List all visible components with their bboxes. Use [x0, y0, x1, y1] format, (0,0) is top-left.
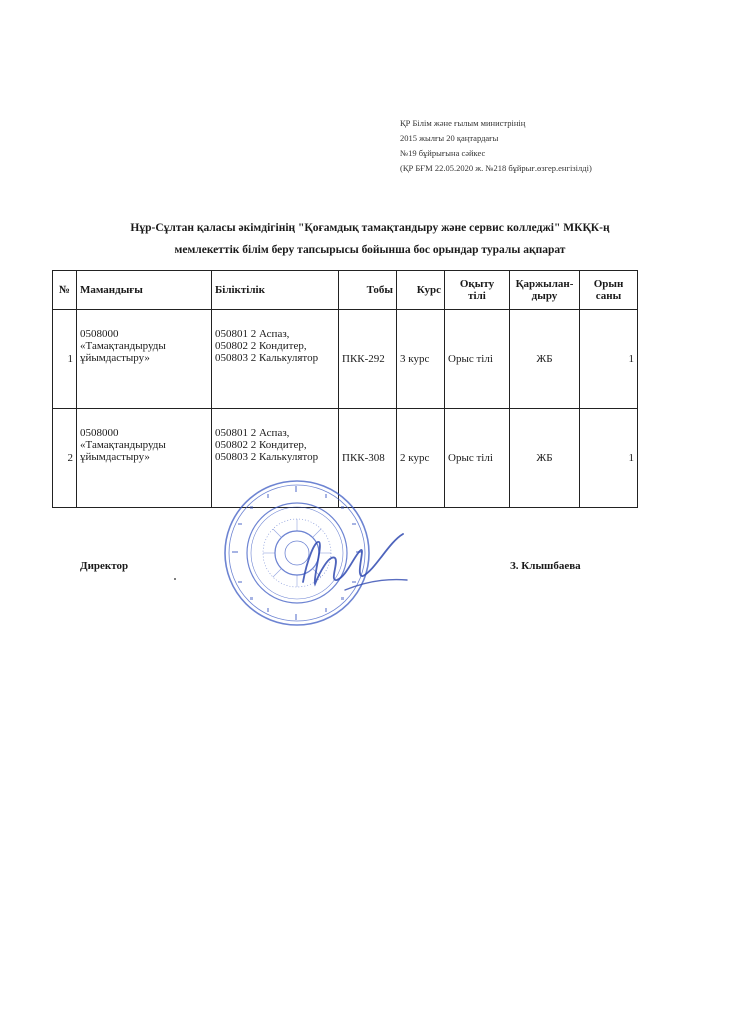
document-title — [40, 217, 700, 261]
header-places — [580, 271, 638, 310]
header-places-line-1: Орын — [593, 278, 624, 290]
title-line-1: Нұр-Сұлтан қаласы әкімдігінің "Қоғамдық тамақтандыру және сервис колледжі" МКҚК-ң — [130, 222, 610, 234]
qualification-line: 050801 2 Аспаз, — [215, 427, 290, 439]
regulation-reference — [400, 116, 700, 176]
qualification-line: 050803 2 Калькулятор — [215, 451, 319, 463]
reference-line: (ҚР БҒМ 22.05.2020 ж. №218 бұйрығ.өзгер.енгізілді) — [400, 163, 592, 173]
reference-line: №19 бұйрығына сәйкес — [400, 148, 486, 158]
qualification-line: 050801 2 Аспаз, — [215, 328, 290, 340]
qualification-line: 050802 2 Кондитер, — [215, 340, 307, 352]
specialty-code: 0508000 — [80, 427, 119, 439]
header-funding — [510, 271, 580, 310]
specialty-name-line-2: ұйымдастыру» — [80, 451, 150, 463]
header-group: Тобы — [339, 271, 397, 310]
cell-num: 1 — [53, 310, 77, 409]
specialty-code: 0508000 — [80, 328, 119, 340]
cell-language: Орыс тілі — [445, 310, 510, 409]
title-line-2: мемлекеттік білім беру тапсырысы бойынша бос орындар туралы ақпарат — [174, 244, 566, 256]
cell-specialty — [77, 310, 212, 409]
cell-group: ПКК-308 — [339, 409, 397, 508]
header-specialty: Мамандығы — [77, 271, 212, 310]
header-language-line-1: Оқыту — [459, 278, 495, 290]
cell-course: 3 курс — [397, 310, 445, 409]
cell-num: 2 — [53, 409, 77, 508]
header-num: № — [53, 271, 77, 310]
cell-specialty — [77, 409, 212, 508]
vacancies-table — [52, 270, 638, 508]
ink-dot — [174, 578, 176, 580]
signature-icon — [285, 520, 415, 600]
cell-places: 1 — [580, 310, 638, 409]
table-row — [53, 310, 638, 409]
header-language — [445, 271, 510, 310]
table-header-row — [53, 271, 638, 310]
specialty-name-line-1: «Тамақтандыруды — [80, 439, 166, 451]
cell-funding: ЖБ — [510, 310, 580, 409]
reference-line: 2015 жылғы 20 қаңтардағы — [400, 133, 499, 143]
cell-group: ПКК-292 — [339, 310, 397, 409]
cell-places: 1 — [580, 409, 638, 508]
cell-qualification — [212, 310, 339, 409]
director-label: Директор — [80, 560, 129, 572]
specialty-name-line-2: ұйымдастыру» — [80, 352, 150, 364]
header-funding-line-1: Қаржылан- — [515, 278, 574, 290]
qualification-line: 050803 2 Калькулятор — [215, 352, 319, 364]
signer-name: З. Клышбаева — [510, 560, 581, 572]
specialty-name-line-1: «Тамақтандыруды — [80, 340, 166, 352]
cell-course: 2 курс — [397, 409, 445, 508]
header-course: Курс — [397, 271, 445, 310]
reference-line: ҚР Білім және ғылым министрінің — [400, 118, 526, 128]
header-language-line-2: тілі — [468, 290, 486, 302]
header-funding-line-2: дыру — [531, 290, 558, 302]
qualification-line: 050802 2 Кондитер, — [215, 439, 307, 451]
header-places-line-2: саны — [595, 290, 622, 302]
header-qualification: Біліктілік — [212, 271, 339, 310]
cell-language: Орыс тілі — [445, 409, 510, 508]
cell-funding: ЖБ — [510, 409, 580, 508]
